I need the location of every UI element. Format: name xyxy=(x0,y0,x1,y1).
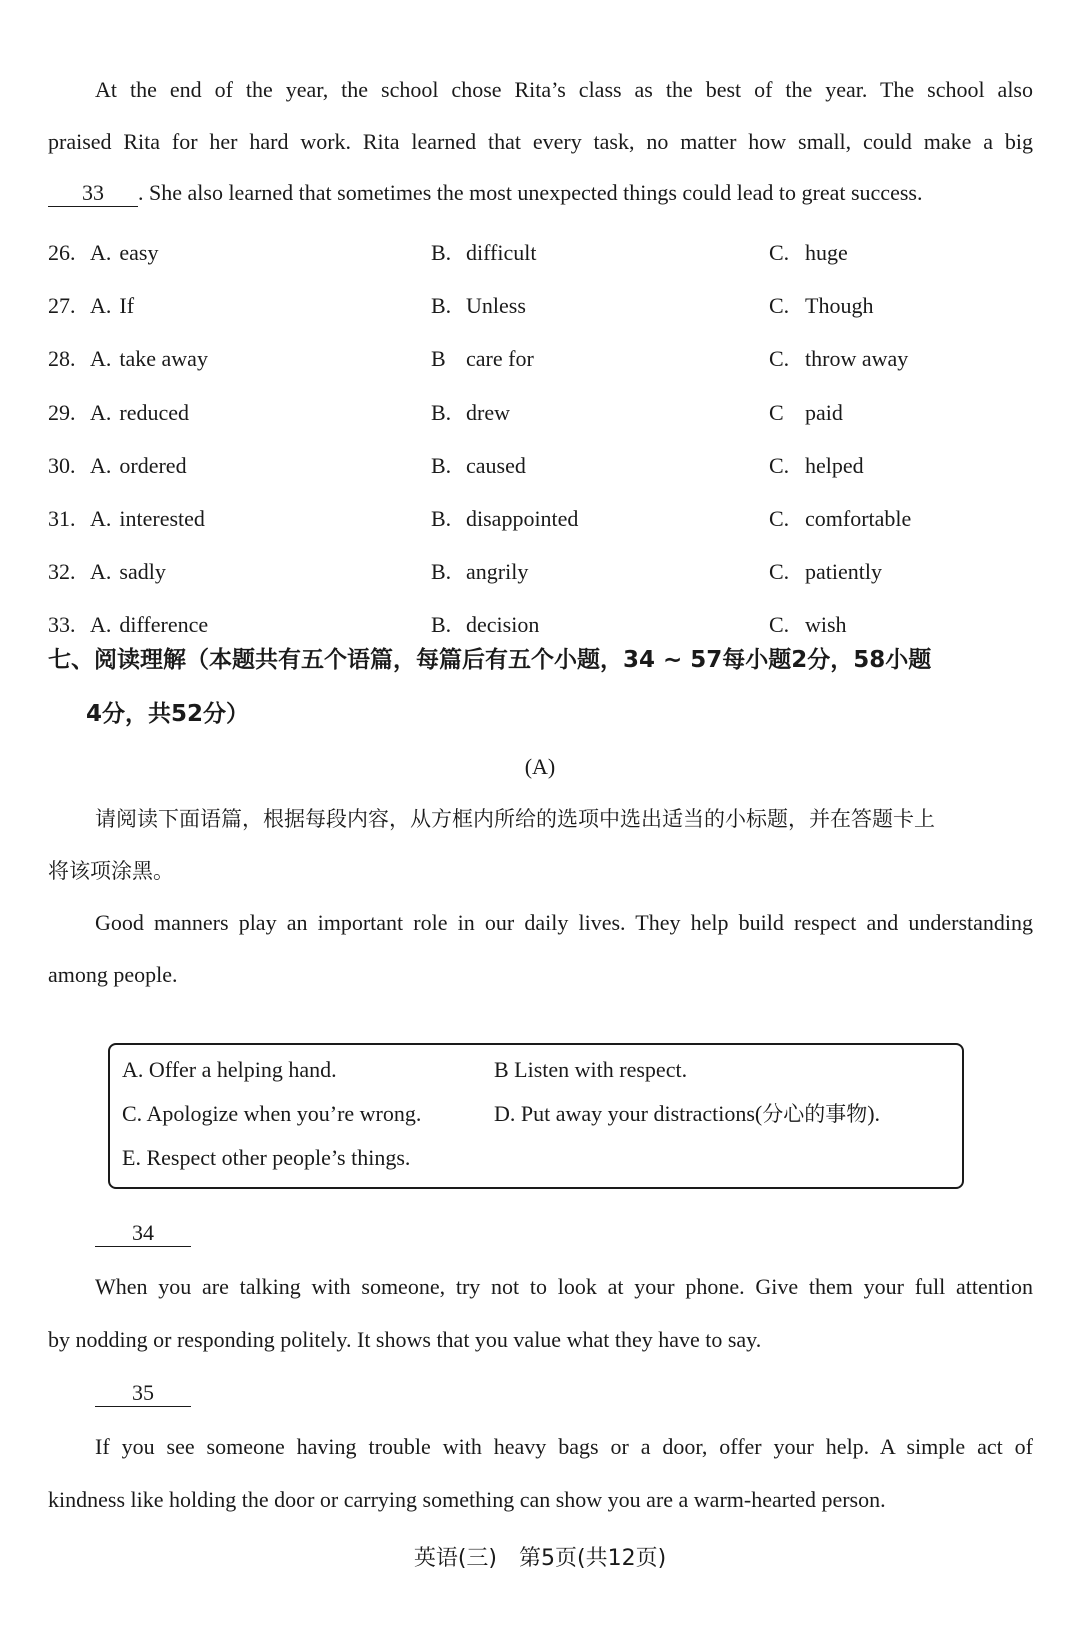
option-b-letter: B. xyxy=(431,293,452,318)
question-number: 26. xyxy=(48,240,76,265)
option-a-text: If xyxy=(119,293,135,318)
option-row xyxy=(0,291,1080,321)
option-a xyxy=(90,451,187,481)
choice-d xyxy=(494,1099,880,1129)
option-row xyxy=(0,398,1080,428)
option-c-letter: C. xyxy=(769,559,790,584)
option-c-letter: C. xyxy=(769,506,790,531)
page-footer: 英语(三) 第5页(共12页) xyxy=(413,1546,667,1571)
option-a xyxy=(90,291,134,321)
instruction-line-2: 将该项涂黑。 xyxy=(48,859,174,883)
blank-34: 34 xyxy=(95,1220,191,1247)
q34-blank-line xyxy=(95,1218,1033,1248)
option-row xyxy=(0,504,1080,534)
passage-line-3 xyxy=(48,178,1033,208)
option-c: Though xyxy=(805,293,874,318)
option-a-letter: A. xyxy=(90,559,112,584)
option-a-text: reduced xyxy=(119,400,190,425)
option-a-letter: A. xyxy=(90,453,112,478)
option-c-letter: C xyxy=(769,400,784,425)
question-number: 31. xyxy=(48,506,76,531)
option-b: care for xyxy=(466,346,534,371)
intro-line-2: among people. xyxy=(48,962,178,987)
option-c: paid xyxy=(805,400,843,425)
option-a xyxy=(90,344,208,374)
option-c-letter: C. xyxy=(769,293,790,318)
q34-line-2: by nodding or responding politely. It shows that you value what they have to say. xyxy=(48,1327,762,1352)
choice-e: E. Respect other people’s things. xyxy=(122,1145,411,1170)
question-number: 32. xyxy=(48,559,76,584)
option-a xyxy=(90,504,205,534)
option-b-letter: B. xyxy=(431,240,452,265)
section-heading-line-1: 七、阅读理解（本题共有五个语篇，每篇后有五个小题，34 ~ 57每小题2分，58小题 xyxy=(48,647,932,673)
blank-33: 33 xyxy=(48,180,138,207)
option-a-text: difference xyxy=(119,612,209,637)
option-c-letter: C. xyxy=(769,240,790,265)
option-c: throw away xyxy=(805,346,909,371)
option-b: drew xyxy=(466,400,510,425)
option-row xyxy=(0,557,1080,587)
option-b-letter: B. xyxy=(431,559,452,584)
section-heading-line-2: 4分，共52分） xyxy=(86,701,250,727)
part-label: (A) xyxy=(524,754,556,779)
option-c-letter: C. xyxy=(769,612,790,637)
option-b-letter: B. xyxy=(431,612,452,637)
option-b: angrily xyxy=(466,559,529,584)
option-a-text: sadly xyxy=(119,559,166,584)
option-b-letter: B. xyxy=(431,453,452,478)
option-a-letter: A. xyxy=(90,612,112,637)
option-b-letter: B. xyxy=(431,400,452,425)
blank-35: 35 xyxy=(95,1380,191,1407)
question-number: 29. xyxy=(48,400,76,425)
option-row xyxy=(0,451,1080,481)
option-a-letter: A. xyxy=(90,293,112,318)
option-row xyxy=(0,238,1080,268)
option-row xyxy=(0,344,1080,374)
q34-line-1: When you are talking with someone, try not to look at your phone. Give them your full attention xyxy=(95,1274,1033,1299)
option-c-letter: C. xyxy=(769,453,790,478)
option-row xyxy=(0,610,1080,640)
option-a xyxy=(90,610,208,640)
option-b: caused xyxy=(466,453,526,478)
option-c: comfortable xyxy=(805,506,912,531)
option-b: disappointed xyxy=(466,506,579,531)
option-a-letter: A. xyxy=(90,506,112,531)
q35-line-1: If you see someone having trouble with heavy bags or a door, offer your help. A simple act of xyxy=(95,1434,1033,1459)
passage-line-2: praised Rita for her hard work. Rita learned that every task, no matter how small, could make a big xyxy=(48,129,1033,154)
option-c: huge xyxy=(805,240,848,265)
option-a xyxy=(90,557,166,587)
option-c-letter: C. xyxy=(769,346,790,371)
option-a-text: ordered xyxy=(119,453,187,478)
question-number: 33. xyxy=(48,612,76,637)
choice-d-end: ). xyxy=(867,1101,881,1126)
option-a-letter: A. xyxy=(90,400,112,425)
option-b-letter: B. xyxy=(431,506,452,531)
option-a-text: easy xyxy=(119,240,159,265)
option-a-text: take away xyxy=(119,346,208,371)
q35-line-2: kindness like holding the door or carrying something can show you are a warm-hearted person. xyxy=(48,1487,886,1512)
option-a-letter: A. xyxy=(90,240,112,265)
instruction-line-1: 请阅读下面语篇，根据每段内容，从方框内所给的选项中选出适当的小标题，并在答题卡上 xyxy=(95,807,935,831)
choice-d-note: 分心的事物 xyxy=(762,1102,868,1126)
option-a xyxy=(90,398,189,428)
option-c: helped xyxy=(805,453,864,478)
choice-b: B Listen with respect. xyxy=(494,1057,688,1082)
choice-box xyxy=(108,1043,964,1189)
choice-c: C. Apologize when you’re wrong. xyxy=(122,1101,422,1126)
passage-line-1: At the end of the year, the school chose Rita’s class as the best of the year. The school also xyxy=(95,77,1033,102)
option-b: decision xyxy=(466,612,540,637)
option-b: Unless xyxy=(466,293,526,318)
question-number: 30. xyxy=(48,453,76,478)
option-a xyxy=(90,238,158,268)
intro-line-1: Good manners play an important role in our daily lives. They help build respect and understanding xyxy=(95,910,1033,935)
question-number: 27. xyxy=(48,293,76,318)
option-b-letter: B xyxy=(431,346,446,371)
choice-a: A. Offer a helping hand. xyxy=(122,1057,337,1082)
q35-blank-line xyxy=(95,1378,1033,1408)
option-c: patiently xyxy=(805,559,882,584)
choice-d-text: D. Put away your distractions( xyxy=(494,1101,763,1126)
option-a-letter: A. xyxy=(90,346,112,371)
option-a-text: interested xyxy=(119,506,205,531)
question-number: 28. xyxy=(48,346,76,371)
option-b: difficult xyxy=(466,240,537,265)
passage-line-3-text: . She also learned that sometimes the most unexpected things could lead to great success. xyxy=(138,180,923,205)
option-c: wish xyxy=(805,612,847,637)
